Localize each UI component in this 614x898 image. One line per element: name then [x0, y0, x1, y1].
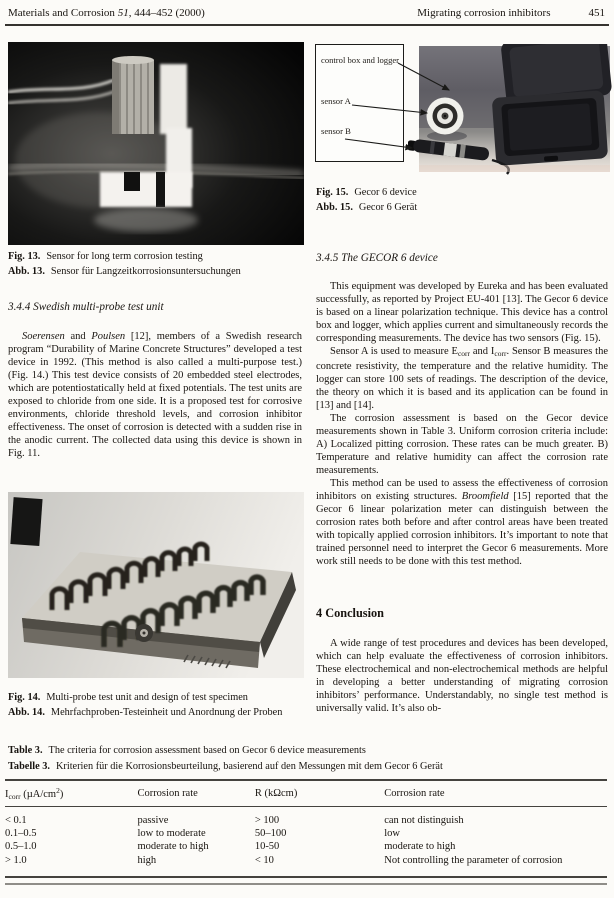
paragraph: Soerensen and Poulsen [12], members of a Swedish research program “Durability of Marine Concrete Structures” developed a test device in 1992. (This method is also called a multi-purpose test.) (Fig. 14.) This test device consists of 20 embedded steel electrodes, which are potentiostatically held at fixed potentials. The test units are exposed to chloride from one side. It is a proposed test for corrosive environments, chloride threshold levels, and corrosion inhibitor effectiveness. The onset of corrosion is detected with a sudden rise in the anodic current. The collected data using this device is shown in Fig. 11.: [8, 331, 302, 459]
page-header-right: [417, 7, 605, 19]
table-3-caption-de-text: Kriterien für die Korrosionsbeurteilung, basierend auf den Messungen mit dem Gecor 6 Gerät: [55, 761, 443, 772]
figure-15-photo: [408, 44, 612, 176]
table-cell: 10-50: [254, 841, 280, 853]
table-row: [5, 807, 607, 828]
page-number: 451: [588, 7, 605, 19]
table-cell: < 0.1: [5, 815, 27, 826]
table-cell: can not distinguish: [384, 815, 464, 826]
col-header-corrosion-rate-2: Corrosion rate: [384, 781, 607, 807]
table-cell: low to moderate: [137, 828, 206, 840]
figure-13-label-de: Abb. 13.: [8, 266, 45, 277]
annotation-sensor-b: sensor B: [321, 126, 351, 136]
figure-13-caption-de: [8, 264, 241, 279]
table-cell: 0.5–1.0: [5, 841, 37, 853]
figure-13-caption-de-text: Sensor für Langzeitkorrosionsuntersuchungen: [50, 266, 241, 277]
figure-15-label-box: [315, 44, 404, 162]
paragraph: This equipment was developed by Eureka and has been evaluated successfully, as reported by Project EU-401 [13]. The Gecor 6 device is based on a linear polarization technique. This device has a control box and logger, which applies current and simultaneously records the corresponding measurements. The device has two sensors (Fig. 15).: [316, 281, 608, 344]
table-cell: > 100: [254, 815, 280, 826]
paragraph: Sensor A is used to measure $E_{corr}$ and $I_{corr}$. Sensor B measures the concrete resistivity, the temperature and the relative humidity. The logger can store 100 sets of readings. The description of the device, the theory on which it is based and its application can be found in [13] and [14].: [316, 346, 608, 411]
figure-14-caption-de-text: Mehrfachproben-Testeinheit und Anordnung der Proben: [50, 707, 283, 718]
figure-14-caption-en-text: Multi-probe test unit and design of test specimen: [46, 692, 248, 703]
table-3-label-en: Table 3.: [8, 745, 43, 756]
criteria-table: [5, 781, 607, 867]
figure-15-label-de: Abb. 15.: [316, 202, 353, 213]
conclusion-text: [316, 637, 608, 715]
table-cell: 0.1–0.5: [5, 828, 37, 840]
figure-14-caption-de: [8, 705, 282, 720]
figure-15-caption-en: [316, 185, 417, 200]
table-3-label-de: Tabelle 3.: [8, 761, 50, 772]
table-row: [5, 840, 607, 853]
journal-reference: Materials and Corrosion 51, 444–452 (2000): [8, 7, 205, 19]
annotation-sensor-a: sensor A: [321, 96, 351, 106]
table-cell: moderate to high: [384, 841, 456, 853]
figure-14-label-en: Fig. 14.: [8, 692, 41, 703]
figure-14-label-de: Abb. 14.: [8, 707, 45, 718]
section-heading-conclusion: 4 Conclusion: [316, 606, 384, 620]
figure-13-caption-en-text: Sensor for long term corrosion testing: [46, 251, 203, 262]
figure-14-caption-en: [8, 690, 248, 705]
figure-14-photo: [8, 492, 304, 678]
paragraph: The corrosion assessment is based on the Gecor device measurements shown in Table 3. Uniform corrosion criteria include: A) Localized pitting corrosion. These rates can be much greater. B) Temperature and relative humidity can affect the corrosion rate measurements.: [316, 413, 608, 476]
col-header-icorr: $I_{corr}$ $(\mu A/cm^2)$: [5, 781, 137, 807]
annotation-control-box: control box and logger: [321, 55, 400, 65]
header-rule: [5, 24, 609, 26]
figure-15-caption-de-text: Gecor 6 Gerät: [358, 202, 418, 213]
section-heading-345: 3.4.5 The GECOR 6 device: [316, 252, 438, 264]
col-header-corrosion-rate-1: Corrosion rate: [137, 781, 254, 807]
table-3-caption-en-text: The criteria for corrosion assessment based on Gecor 6 device measurements: [48, 745, 366, 756]
section-heading-344: 3.4.4 Swedish multi-probe test unit: [8, 301, 164, 313]
multi-probe-photo: [8, 492, 304, 678]
table-3: [5, 779, 607, 878]
table-cell: > 1.0: [5, 854, 27, 866]
running-title: Migrating corrosion inhibitors: [417, 7, 551, 19]
table-row: [5, 827, 607, 840]
figure-13-photo: [8, 42, 304, 245]
col-header-resistivity: R (kΩcm): [255, 781, 384, 807]
section-344-paragraph: [8, 330, 302, 460]
table-cell: low: [384, 828, 400, 840]
table-cell: moderate to high: [137, 841, 209, 853]
table-cell: passive: [137, 815, 169, 826]
paragraph: This method can be used to assess the effectiveness of corrosion inhibitors on existing structures. Broomfield [15] reported that the Gecor 6 linear polarization meter can distinguish between the corrosion rates both before and after control areas have been treated with topically applied corrosion inhibitors. It’s important to note that trained personnel need to interpret the Gecor 6 measurements. More work still needs to be done with this test method.: [316, 478, 609, 567]
sensor-photo: [8, 42, 304, 245]
table-cell: < 10: [254, 854, 274, 866]
page-bottom-rule: [5, 883, 607, 885]
figure-15-caption-de: [316, 200, 417, 215]
table-body: [5, 807, 607, 867]
paragraph: A wide range of test procedures and devices has been developed, which can help evaluate the effectiveness of corrosion inhibitors. These electrochemical and non-electrochemical methods are helpful in developing a better understanding of migrating corrosion inhibitors’ performance. Understandably, no single test method is universally valid. It’s also ob-: [316, 638, 608, 714]
section-345-text: [316, 280, 608, 568]
figure-15-label-en: Fig. 15.: [316, 187, 349, 198]
figure-15-caption-en-text: Gecor 6 device: [354, 187, 417, 198]
figure-13-caption-en: [8, 249, 203, 264]
table-header-row: [5, 781, 607, 807]
table-cell: 50–100: [254, 828, 287, 840]
table-3-caption-en: [8, 743, 366, 758]
gecor6-photo: [408, 44, 612, 176]
figure-13-label-en: Fig. 13.: [8, 251, 41, 262]
table-cell: Not controlling the parameter of corrosion: [384, 854, 563, 866]
table-row: [5, 854, 607, 867]
table-cell: high: [137, 854, 157, 866]
table-3-caption-de: [8, 759, 443, 774]
